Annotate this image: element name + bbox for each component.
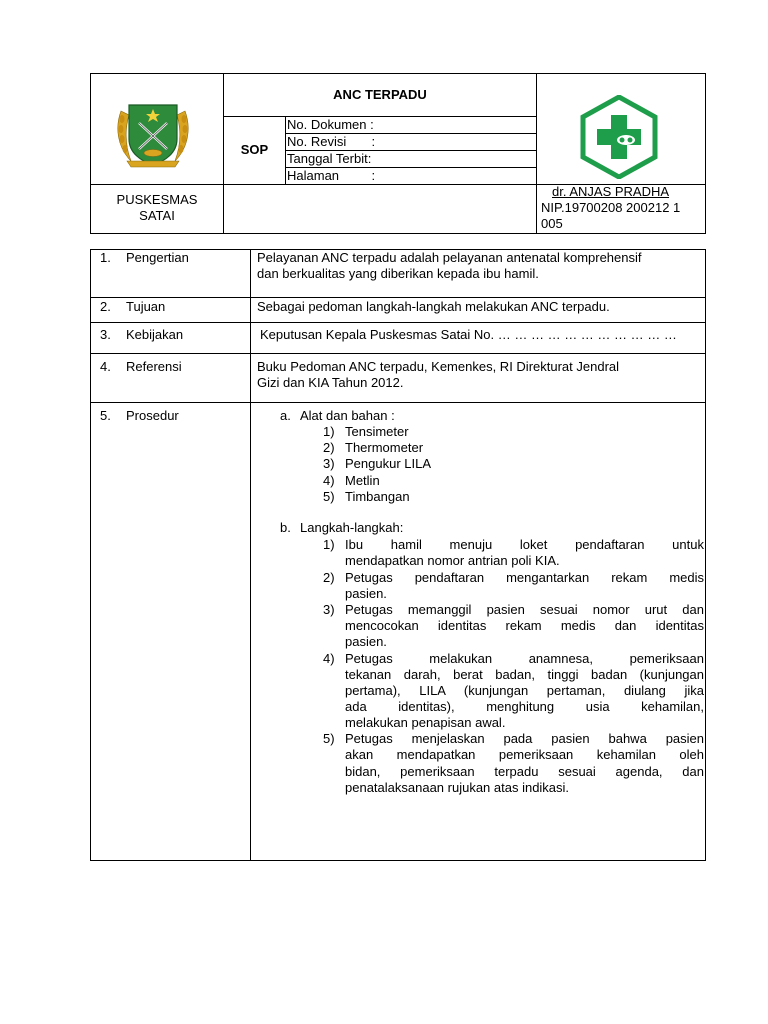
step-text: Petugas melakukan anamnesa, pemeriksaan bbox=[345, 651, 704, 666]
step-text: Petugas memanggil pasien sesuai nomor urut dan bbox=[345, 602, 704, 617]
pengertian-text-cont: dan berkualitas yang diberikan kepada ibu hamil. bbox=[257, 266, 539, 281]
step-text-cont: tekanan darah, berat badan, tinggi badan (kunjungan bbox=[345, 667, 704, 682]
province-emblem-logo bbox=[113, 99, 193, 169]
alat-bahan-heading: Alat dan bahan : bbox=[300, 408, 395, 423]
signer-nip: NIP.19700208 200212 1 bbox=[541, 200, 681, 215]
org-name-line2: SATAI bbox=[139, 208, 175, 223]
step-text: Petugas pendaftaran mengantarkan rekam medis bbox=[345, 570, 704, 585]
row-number: 4. bbox=[100, 359, 111, 374]
row-number: 1. bbox=[100, 250, 111, 265]
pengertian-text: Pelayanan ANC terpadu adalah pelayanan antenatal komprehensif bbox=[257, 250, 642, 265]
row-number: 2. bbox=[100, 299, 111, 314]
row-label-pengertian: Pengertian bbox=[126, 250, 189, 265]
step-text-cont: mencocokan identitas rekam medis dan identitas bbox=[345, 618, 704, 633]
list-item: Thermometer bbox=[345, 440, 424, 455]
list-item: Pengukur LILA bbox=[345, 456, 432, 471]
field-halaman: Halaman : bbox=[287, 168, 376, 183]
document-title: ANC TERPADU bbox=[333, 87, 427, 102]
row-label-referensi: Referensi bbox=[126, 359, 182, 374]
sop-label: SOP bbox=[240, 142, 269, 157]
signer-name: dr. ANJAS PRADHA bbox=[552, 184, 670, 199]
step-text-cont: pertama), LILA (kunjungan pertaman, diulang jika bbox=[345, 683, 704, 698]
step-text: Ibu hamil menuju loket pendaftaran untuk bbox=[345, 537, 704, 552]
tujuan-text: Sebagai pedoman langkah-langkah melakukan ANC terpadu. bbox=[257, 299, 610, 314]
list-marker: 1) bbox=[323, 537, 335, 552]
puskesmas-cross-icon bbox=[577, 95, 661, 179]
step-text-cont: pasien. bbox=[345, 634, 387, 649]
step-text-cont: bidan, pemeriksaan terpadu sesuai agenda, dan bbox=[345, 764, 704, 779]
list-marker: b. bbox=[280, 520, 291, 535]
list-marker: 1) bbox=[323, 424, 335, 439]
row-number: 3. bbox=[100, 327, 111, 342]
step-text-cont: mendapatkan nomor antrian poli KIA. bbox=[345, 553, 560, 568]
list-marker: 4) bbox=[323, 651, 335, 666]
step-text-cont: melakukan penapisan awal. bbox=[345, 715, 506, 730]
referensi-text-cont: Gizi dan KIA Tahun 2012. bbox=[257, 375, 404, 390]
emblem-icon bbox=[113, 99, 193, 169]
step-text-cont: pasien. bbox=[345, 586, 387, 601]
list-marker: 2) bbox=[323, 440, 335, 455]
row-label-prosedur: Prosedur bbox=[126, 408, 179, 423]
row-label-tujuan: Tujuan bbox=[126, 299, 166, 314]
step-text-cont: akan mendapatkan pemeriksaan kehamilan oleh bbox=[345, 747, 704, 762]
row-number: 5. bbox=[100, 408, 111, 423]
field-tanggal-terbit: Tanggal Terbit: bbox=[287, 151, 372, 166]
list-marker: 3) bbox=[323, 456, 335, 471]
list-item: Metlin bbox=[345, 473, 380, 488]
list-marker: 2) bbox=[323, 570, 335, 585]
kebijakan-text: Keputusan Kepala Puskesmas Satai No. … … … … … … … … … … … bbox=[260, 327, 677, 342]
field-no-revisi: No. Revisi : bbox=[287, 134, 376, 149]
step-text-cont: ada identitas), menghitung usia kehamilan, bbox=[345, 699, 704, 714]
step-text: Petugas menjelaskan pada pasien bahwa pasien bbox=[345, 731, 704, 746]
list-marker: 5) bbox=[323, 731, 335, 746]
list-item: Tensimeter bbox=[345, 424, 409, 439]
org-name-line1: PUSKESMAS bbox=[116, 192, 198, 207]
signer-nip-cont: 005 bbox=[541, 216, 563, 231]
langkah-heading: Langkah-langkah: bbox=[300, 520, 404, 535]
list-marker: a. bbox=[280, 408, 291, 423]
field-no-dokumen: No. Dokumen : bbox=[287, 117, 374, 132]
list-marker: 3) bbox=[323, 602, 335, 617]
step-text-cont: penatalaksanaan rujukan atas indikasi. bbox=[345, 780, 570, 795]
list-marker: 5) bbox=[323, 489, 335, 504]
list-item: Timbangan bbox=[345, 489, 410, 504]
puskesmas-logo bbox=[577, 95, 661, 179]
list-marker: 4) bbox=[323, 473, 335, 488]
referensi-text: Buku Pedoman ANC terpadu, Kemenkes, RI Direkturat Jendral bbox=[257, 359, 620, 374]
row-label-kebijakan: Kebijakan bbox=[126, 327, 184, 342]
